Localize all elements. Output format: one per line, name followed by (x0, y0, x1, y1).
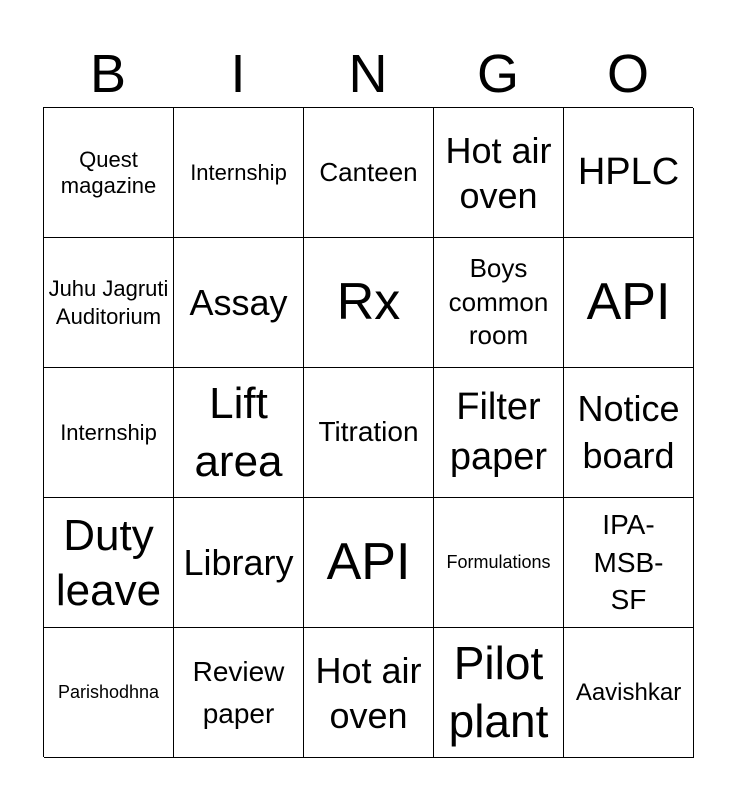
bingo-cell[interactable] (434, 108, 564, 238)
bingo-cell[interactable] (304, 368, 434, 498)
bingo-cell[interactable] (304, 498, 434, 628)
bingo-cell[interactable] (174, 498, 304, 628)
bingo-grid (43, 107, 693, 757)
bingo-cell[interactable] (564, 368, 694, 498)
bingo-cell[interactable] (564, 108, 694, 238)
bingo-cell[interactable] (564, 238, 694, 368)
bingo-cell[interactable] (44, 108, 174, 238)
cell-label: Hot air oven (315, 649, 422, 736)
cell-label: Filter paper (449, 386, 548, 478)
bingo-cell[interactable] (174, 628, 304, 758)
cell-label: API (586, 273, 671, 332)
cell-label: Duty leave (55, 510, 162, 615)
cell-label: Assay (189, 281, 288, 323)
cell-label: Review paper (192, 655, 285, 729)
cell-label: Titration (318, 416, 419, 448)
header-letter-i: I (230, 44, 246, 104)
cell-label: Aavishkar (575, 678, 682, 706)
cell-label: Internship (60, 419, 157, 445)
cell-label: API (326, 533, 411, 592)
bingo-cell[interactable] (44, 628, 174, 758)
bingo-cell[interactable] (304, 238, 434, 368)
cell-label: Library (183, 541, 294, 583)
cell-label: Quest magazine (60, 147, 157, 198)
bingo-cell[interactable] (434, 498, 564, 628)
cell-label: HPLC (577, 150, 680, 193)
header-letter-b: B (89, 44, 127, 104)
bingo-cell[interactable] (564, 498, 694, 628)
cell-label: Internship (190, 159, 287, 185)
cell-label: IPA-MSB-SF (593, 508, 664, 616)
header-letter-o: O (606, 44, 649, 104)
cell-label: Pilot plant (448, 637, 549, 747)
header-letter-n: N (348, 44, 388, 104)
bingo-cell[interactable] (174, 108, 304, 238)
header-letter-g: G (476, 44, 519, 104)
bingo-cell[interactable] (174, 368, 304, 498)
bingo-cell[interactable] (44, 238, 174, 368)
bingo-cell[interactable] (44, 498, 174, 628)
cell-label: Parishodhna (57, 682, 160, 703)
bingo-cell[interactable] (44, 368, 174, 498)
cell-label: Notice board (577, 387, 680, 476)
bingo-cell[interactable] (434, 628, 564, 758)
cell-label: Lift area (194, 379, 283, 486)
cell-label: Juhu Jagruti Auditorium (48, 276, 169, 329)
bingo-cell[interactable] (434, 368, 564, 498)
bingo-header (43, 40, 693, 108)
cell-label: Formulations (446, 551, 551, 572)
cell-label: Boys common room (448, 252, 549, 351)
cell-label: Rx (336, 273, 401, 332)
cell-label: Canteen (319, 156, 418, 187)
bingo-cell[interactable] (304, 628, 434, 758)
cell-label: Hot air oven (445, 129, 552, 216)
bingo-cell[interactable] (304, 108, 434, 238)
bingo-cell[interactable] (174, 238, 304, 368)
bingo-cell[interactable] (564, 628, 694, 758)
bingo-cell[interactable] (434, 238, 564, 368)
